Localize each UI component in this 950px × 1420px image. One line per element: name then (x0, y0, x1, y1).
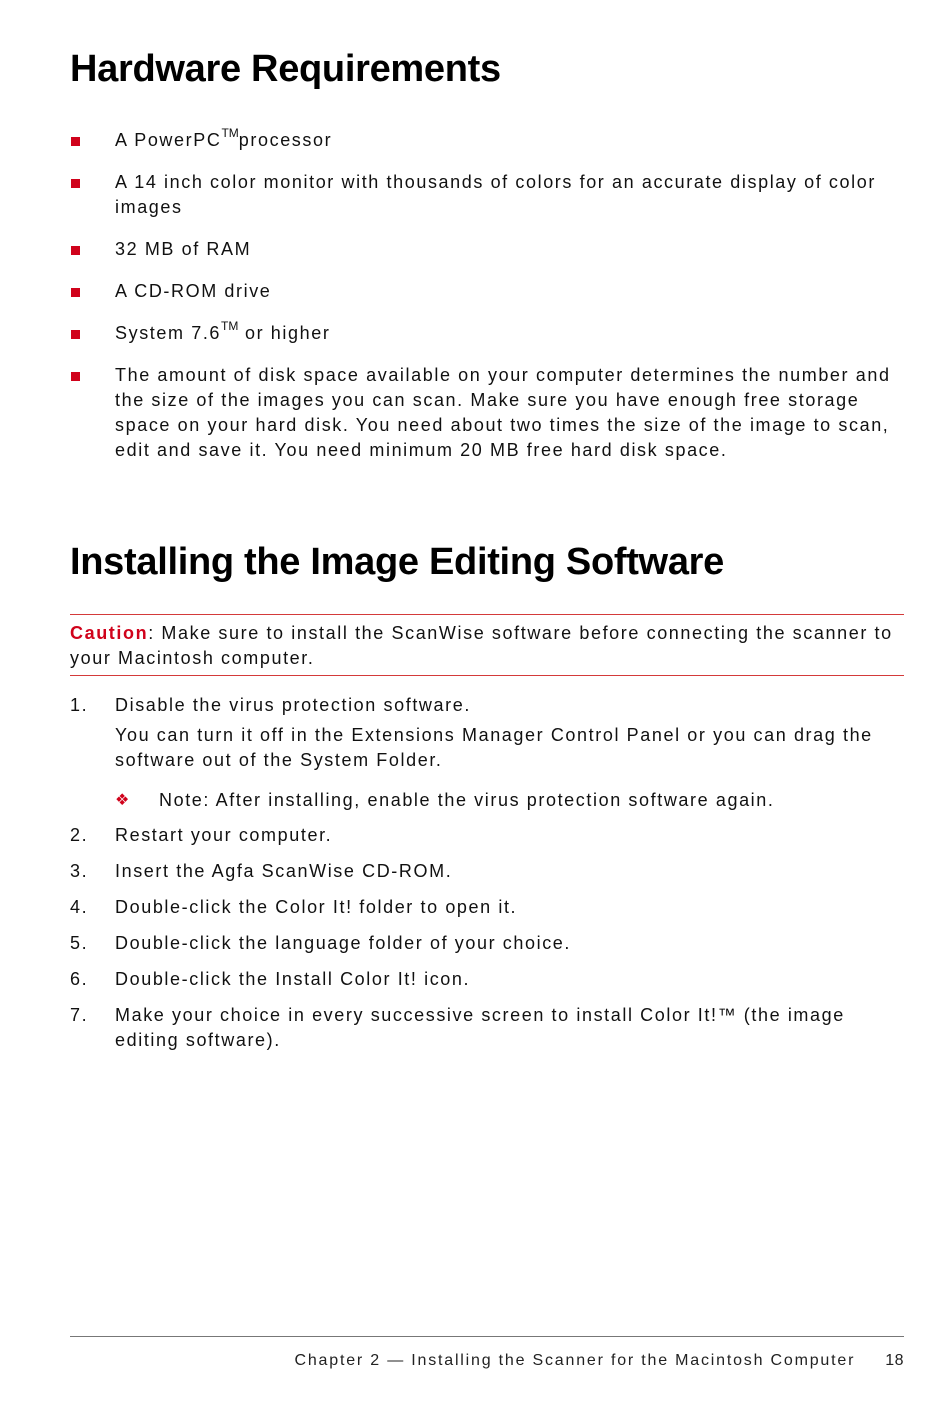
item-text: A PowerPC (115, 130, 222, 150)
step-number: 2. (70, 825, 89, 845)
step-text: Insert the Agfa ScanWise CD-ROM. (115, 861, 453, 881)
footer-divider (70, 1336, 904, 1337)
trademark-mark: TM (221, 319, 239, 333)
step-item (70, 823, 904, 848)
square-bullet-icon (71, 372, 80, 381)
item-text: System 7.6 (115, 323, 222, 343)
list-item (70, 321, 910, 346)
square-bullet-icon (71, 288, 80, 297)
step-item (70, 895, 904, 920)
step-text: Double-click the language folder of your choice. (115, 933, 572, 953)
step-item (70, 693, 904, 813)
step-number: 3. (70, 861, 89, 881)
list-item (70, 128, 910, 153)
item-text: A CD-ROM drive (115, 281, 272, 301)
step-number: 5. (70, 933, 89, 953)
step-text: Restart your computer. (115, 825, 333, 845)
item-text: 32 MB of RAM (115, 239, 252, 259)
page-footer (70, 1352, 904, 1370)
step-text: Disable the virus protection software. (115, 695, 471, 715)
trademark-mark: TM (221, 126, 239, 140)
step-number: 7. (70, 1005, 89, 1025)
step-number: 1. (70, 695, 89, 715)
list-item (70, 237, 910, 262)
item-text-after: processor (238, 130, 333, 150)
caution-label: Caution (70, 623, 149, 643)
step-number: 4. (70, 897, 89, 917)
step-number: 6. (70, 969, 89, 989)
note (115, 788, 904, 813)
list-item (70, 363, 910, 463)
hardware-requirements-heading: Hardware Requirements (70, 48, 501, 90)
list-item (70, 279, 910, 304)
diamond-note-icon: ❖ (115, 792, 130, 809)
caution-box (70, 614, 904, 676)
chapter-title: Chapter 2 — Installing the Scanner for the Macintosh Computer (294, 1352, 856, 1369)
note-text: Note: After installing, enable the virus protection software again. (159, 790, 775, 810)
square-bullet-icon (71, 330, 80, 339)
step-item (70, 1003, 904, 1053)
step-item (70, 931, 904, 956)
hardware-requirements-list (70, 128, 910, 480)
list-item (70, 170, 910, 220)
square-bullet-icon (71, 246, 80, 255)
item-text: A 14 inch color monitor with thousands of colors for an accurate display of color images (115, 172, 876, 217)
step-item (70, 967, 904, 992)
installation-steps-list (70, 693, 904, 1064)
installing-software-heading: Installing the Image Editing Software (70, 541, 724, 583)
item-text: The amount of disk space available on your computer determines the number and the size of the images you can scan. Make sure you have enough free storage space on your hard disk. You need about two times the size of the image to scan, edit and save it. You need minimum 20 MB free hard disk space. (115, 365, 891, 460)
step-detail: You can turn it off in the Extensions Manager Control Panel or you can drag the software out of the System Folder. (115, 725, 873, 770)
square-bullet-icon (71, 137, 80, 146)
page-number: 18 (885, 1352, 904, 1369)
item-text-after: or higher (238, 323, 331, 343)
step-text: Double-click the Install Color It! icon. (115, 969, 471, 989)
caution-text: : Make sure to install the ScanWise software before connecting the scanner to your Macintosh computer. (70, 623, 893, 668)
step-item (70, 859, 904, 884)
step-text: Double-click the Color It! folder to open it. (115, 897, 518, 917)
square-bullet-icon (71, 179, 80, 188)
step-text: Make your choice in every successive screen to install Color It!™ (the image editing software). (115, 1005, 845, 1050)
